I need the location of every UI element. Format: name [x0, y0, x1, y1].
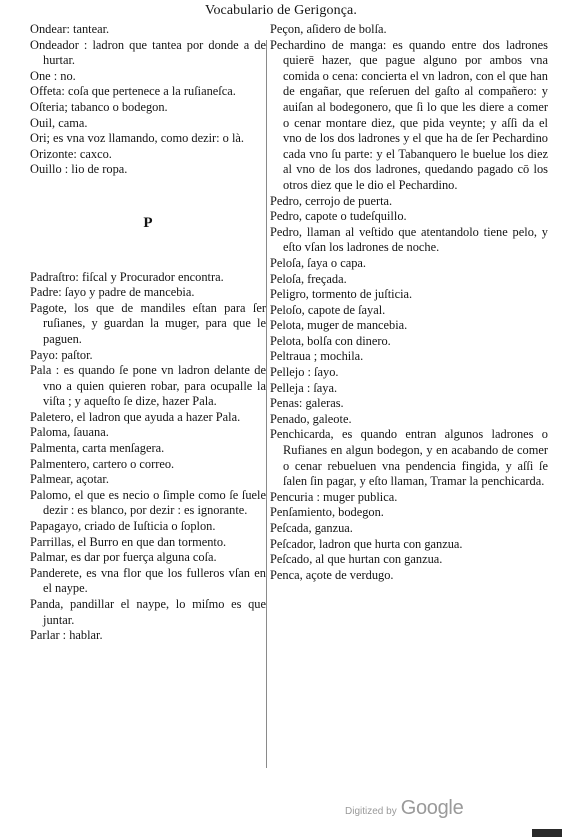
dictionary-entry: Penas: galeras. — [270, 396, 344, 411]
dictionary-entry: Palomo, el que es necio o ſimple como ſe ſuele dezir : es blanco, por dezir : es ignorante. — [30, 487, 266, 518]
dictionary-entry: Pelota, bolſa con dinero. — [270, 333, 391, 348]
dictionary-entry: Pelota, muger de mancebia. — [270, 318, 408, 333]
dictionary-entry: Penſamiento, bodegon. — [270, 505, 384, 520]
dictionary-entry: Ondear: tantear. — [30, 22, 110, 36]
dictionary-entry: Peloſa, ſaya o capa. — [270, 255, 366, 270]
dictionary-entry: Paletero, el ladron que ayuda a hazer Pala. — [30, 409, 241, 424]
scan-edge-mark — [532, 829, 562, 837]
dictionary-entry: Ouillo : lio de ropa. — [30, 162, 128, 177]
dictionary-entry: Panderete, es vna flor que los fulleros vſan en el naype. — [30, 565, 266, 596]
dictionary-entry: Ouil, cama. — [30, 115, 88, 130]
dictionary-entry: Paloma, ſauana. — [30, 425, 109, 440]
dictionary-entry: Parlar : hablar. — [30, 628, 103, 643]
dictionary-entry: Orizonte: caxco. — [30, 146, 112, 161]
dictionary-entry: Panda, pandillar el naype, lo miſmo es que juntar. — [30, 597, 266, 627]
digitized-watermark — [345, 797, 463, 820]
dictionary-entry: Ondeador : ladron que tantea por donde a de hurtar. — [30, 37, 266, 68]
dictionary-entry: Penado, galeote. — [270, 411, 352, 426]
dictionary-entry: Penchicarda, es quando entran algunos ladrones o Rufianes en algun bodegon, y en acabando de comer o cenar rebueluen vna pendencia fingida, y aſſi ſe ſalen ſin pagar, y eſto llaman, Tramar la penchicarda. — [270, 427, 548, 489]
dictionary-entry: Pedro, capote o tudeſquillo. — [270, 209, 407, 224]
dictionary-entry: Pencuria : muger publica. — [270, 489, 398, 504]
letter-heading: P — [143, 214, 153, 231]
dictionary-entry: Payo: paſtor. — [30, 347, 93, 362]
left-column — [30, 22, 266, 644]
dictionary-entry: Peloſo, capote de ſayal. — [270, 302, 386, 317]
dictionary-entry: One : no. — [30, 68, 76, 83]
dictionary-entry: Palmar, es dar por fuerça alguna coſa. — [30, 550, 217, 565]
entries-letter-p — [30, 270, 266, 644]
entries-letter-o — [30, 22, 266, 178]
dictionary-entry: Peſcada, ganzua. — [270, 521, 353, 535]
watermark-small-text: Digitized by — [345, 806, 397, 817]
dictionary-entry: Padraſtro: fiſcal y Procurador encontra. — [30, 269, 224, 284]
dictionary-entry: Palmear, açotar. — [30, 472, 109, 487]
dictionary-entry: Peçon, aſidero de bolſa. — [270, 22, 387, 36]
dictionary-entry: Palmentero, cartero o correo. — [30, 456, 175, 471]
dictionary-entry: Pelleja : ſaya. — [270, 380, 338, 395]
right-column — [270, 22, 548, 583]
dictionary-entry: Peſcador, ladron que hurta con ganzua. — [270, 536, 463, 551]
dictionary-entry: Parrillas, el Burro en que dan tormento. — [30, 534, 227, 549]
dictionary-entry: Papagayo, criado de Iuſticia o ſoplon. — [30, 519, 216, 534]
dictionary-entry: Offeta: coſa que pertenece a la ruſianeſca. — [30, 84, 236, 99]
column-divider — [266, 40, 267, 768]
dictionary-entry: Pagote, los que de mandiles eſtan para ſer ruſianes, y guardan la muger, para que le paguen. — [30, 300, 266, 346]
dictionary-entry: Pedro, cerrojo de puerta. — [270, 193, 393, 208]
dictionary-entry: Pellejo : ſayo. — [270, 365, 339, 380]
dictionary-entry: Ori; es vna voz llamando, como dezir: o là. — [30, 131, 245, 146]
dictionary-entry: Pechardino de manga: es quando entre dos ladrones quierē hazer, que pague alguno por ambos vna comida o cena: concierta el vn ladron, con el que han de engañar, que reſeruen del gaſto al compañero: y auiſan al bodegonero, que ſi lo que les diere a comer o cenar montare diez, que pida veynte; y aſſi da el vno de los dos ladrones y el que ha de ſer Pechardino cada vno ſu parte: y el Tabanquero le buelue los diez al vno de los dos ladrones, quedando pagado cō los otros diez que le dio el Pechardino. — [270, 37, 548, 192]
dictionary-entry: Peltraua ; mochila. — [270, 349, 364, 364]
dictionary-entry: Pedro, llaman al veſtido que atentandolo tiene pelo, y eſto vſan los ladrones de noche. — [270, 224, 548, 255]
dictionary-entry: Padre: ſayo y padre de mancebia. — [30, 285, 195, 300]
dictionary-entry: Palmenta, carta menſagera. — [30, 441, 165, 456]
running-head: Vocabulario de Gerigonça. — [205, 3, 357, 18]
dictionary-entry: Peſcado, al que hurtan con ganzua. — [270, 552, 443, 567]
dictionary-entry: Peligro, tormento de juſticia. — [270, 287, 413, 302]
google-logo: Google — [400, 797, 464, 819]
dictionary-entry: Pala : es quando ſe pone vn ladron delante de vno a quien quieren robar, para ocupalle la viſta ; y aqueſto ſe dize, hazer Pala. — [30, 363, 266, 409]
dictionary-entry: Peloſa, freçada. — [270, 271, 347, 286]
dictionary-entry: Oſteria; tabanco o bodegon. — [30, 99, 168, 114]
dictionary-entry: Penca, açote de verdugo. — [270, 567, 394, 582]
